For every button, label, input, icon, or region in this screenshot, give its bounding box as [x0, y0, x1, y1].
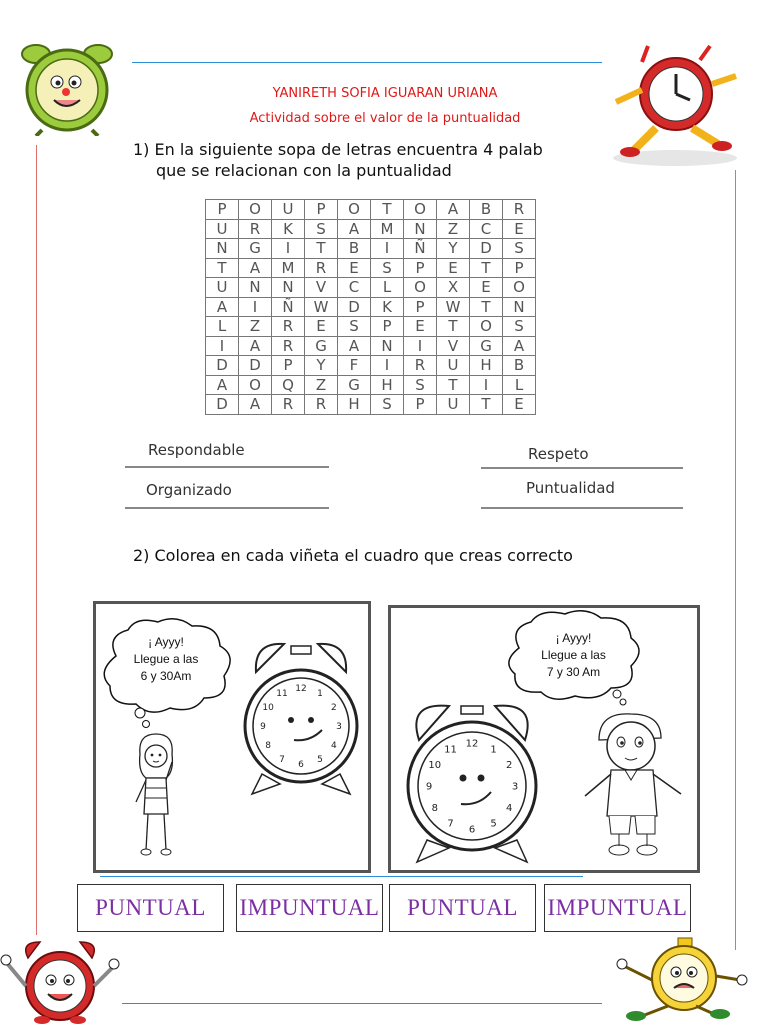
word-search-cell[interactable]: U	[272, 200, 305, 220]
word-search-cell[interactable]: P	[503, 258, 536, 278]
word-search-cell[interactable]: G	[470, 336, 503, 356]
question1-line2: que se relacionan con la puntualidad	[156, 161, 452, 180]
clock-number: 1	[490, 744, 497, 756]
word-search-cell[interactable]: T	[371, 200, 404, 220]
word-search-cell[interactable]: L	[371, 278, 404, 298]
word-search-cell[interactable]: R	[404, 356, 437, 376]
question1-line1: 1) En la siguiente sopa de letras encuentra 4 palab	[133, 140, 543, 159]
word-search-cell[interactable]: R	[272, 317, 305, 337]
word-search-cell[interactable]: N	[272, 278, 305, 298]
clock-number: 6	[298, 760, 304, 771]
word-search-cell[interactable]: P	[371, 317, 404, 337]
word-search-cell[interactable]: A	[206, 297, 239, 317]
word-search-cell[interactable]: G	[338, 375, 371, 395]
word-search-cell[interactable]: I	[371, 239, 404, 259]
word-search-cell[interactable]: M	[371, 219, 404, 239]
answer-impuntual-left[interactable]: IMPUNTUAL	[236, 884, 383, 932]
word-search-cell[interactable]: V	[305, 278, 338, 298]
word-search-cell[interactable]: Y	[437, 239, 470, 259]
word-search-cell[interactable]: R	[239, 219, 272, 239]
word-search-cell[interactable]: P	[206, 200, 239, 220]
clock-mascot-top-left-icon	[12, 40, 122, 136]
word-search-cell[interactable]: C	[338, 278, 371, 298]
word-search-cell[interactable]: N	[371, 336, 404, 356]
running-clock-bottom-right-icon	[610, 936, 755, 1022]
word-search-cell[interactable]: E	[338, 258, 371, 278]
clock-number: 2	[331, 703, 337, 714]
left-margin-line	[36, 145, 37, 935]
word-search-row	[206, 297, 536, 317]
word-search-cell[interactable]: N	[239, 278, 272, 298]
boy-figure-icon	[577, 710, 689, 860]
word-search-row	[206, 356, 536, 376]
answer-impuntual-right[interactable]: IMPUNTUAL	[544, 884, 691, 932]
word-search-table	[205, 199, 536, 415]
girl-figure-icon	[126, 732, 186, 860]
question2-text: 2) Colorea en cada viñeta el cuadro que creas correcto	[133, 546, 573, 565]
word-search-cell[interactable]: S	[371, 395, 404, 415]
clock-number: 12	[465, 738, 479, 750]
word-search-cell[interactable]: W	[305, 297, 338, 317]
word-search-cell[interactable]: E	[437, 258, 470, 278]
bottom-blue-line	[122, 1003, 602, 1004]
word-search-cell[interactable]: L	[503, 375, 536, 395]
clock-number: 7	[447, 818, 454, 830]
word-search-cell[interactable]: B	[470, 200, 503, 220]
word-search-cell[interactable]: E	[305, 317, 338, 337]
word-search-cell[interactable]: P	[305, 200, 338, 220]
word-search-cell[interactable]: T	[437, 317, 470, 337]
answer-line-2	[481, 467, 683, 469]
word-search-row	[206, 258, 536, 278]
answer-line-1	[125, 466, 329, 468]
word-search-cell[interactable]: Z	[437, 219, 470, 239]
word-search-cell[interactable]: A	[338, 336, 371, 356]
alarm-clock-right-icon	[397, 696, 547, 866]
word-search-cell[interactable]: M	[272, 258, 305, 278]
word-search-row	[206, 239, 536, 259]
word-search-cell[interactable]: E	[503, 395, 536, 415]
clock-number: 1	[317, 689, 323, 700]
word-search-cell[interactable]: T	[470, 297, 503, 317]
activity-title: Actividad sobre el valor de la puntualidad	[249, 111, 521, 126]
word-search-cell[interactable]: F	[338, 356, 371, 376]
word-search-cell[interactable]: I	[371, 356, 404, 376]
word-search-cell[interactable]: A	[437, 200, 470, 220]
word-search-cell[interactable]: B	[338, 239, 371, 259]
word-search-cell[interactable]: K	[272, 219, 305, 239]
word-search-cell[interactable]: A	[338, 219, 371, 239]
clock-number: 11	[444, 744, 457, 756]
bubble-right-line3: 7 y 30 Am	[546, 665, 601, 679]
bubble-right-line2: Llegue a las	[541, 648, 606, 662]
word-search-cell[interactable]: A	[206, 375, 239, 395]
clock-number: 3	[511, 781, 519, 793]
found-word-3: Organizado	[146, 481, 232, 499]
bubble-left-line2: Llegue a las	[133, 652, 199, 666]
clock-number: 10	[428, 760, 442, 771]
word-search-cell[interactable]: Z	[239, 317, 272, 337]
clock-number: 8	[431, 803, 438, 814]
word-search-cell[interactable]: R	[272, 395, 305, 415]
word-search-cell[interactable]: Z	[305, 375, 338, 395]
word-search-cell[interactable]: A	[239, 258, 272, 278]
word-search-cell[interactable]: D	[470, 239, 503, 259]
word-search-cell[interactable]: H	[470, 356, 503, 376]
word-search-cell[interactable]: L	[206, 317, 239, 337]
clock-number: 3	[336, 722, 342, 733]
word-search-cell[interactable]: P	[404, 297, 437, 317]
clock-number: 10	[262, 703, 274, 714]
word-search-row	[206, 317, 536, 337]
word-search-cell[interactable]: U	[437, 395, 470, 415]
word-search-cell[interactable]: T	[470, 395, 503, 415]
answers-top-line	[100, 876, 583, 877]
answer-puntual-right[interactable]: PUNTUAL	[389, 884, 536, 932]
word-search-cell[interactable]: S	[503, 239, 536, 259]
word-search-cell[interactable]: P	[272, 356, 305, 376]
bubble-left-line1: ¡ Ayyy!	[148, 635, 184, 649]
word-search-cell[interactable]: R	[305, 395, 338, 415]
clock-number: 9	[425, 781, 433, 793]
comic-panel-left	[93, 601, 371, 873]
word-search-cell[interactable]: D	[239, 356, 272, 376]
word-search-cell[interactable]: P	[404, 258, 437, 278]
word-search-cell[interactable]: S	[404, 375, 437, 395]
word-search-cell[interactable]: E	[404, 317, 437, 337]
word-search-cell[interactable]: O	[239, 200, 272, 220]
clock-mascot-bottom-left-icon	[0, 936, 120, 1024]
word-search-cell[interactable]: O	[404, 200, 437, 220]
alarm-clock-left-icon	[236, 634, 366, 796]
word-search-row	[206, 336, 536, 356]
word-search-cell[interactable]: Q	[272, 375, 305, 395]
word-search-cell[interactable]: S	[503, 317, 536, 337]
clock-number: 9	[260, 722, 266, 733]
bubble-right-line1: ¡ Ayyy!	[555, 631, 592, 645]
word-search-cell[interactable]: T	[206, 258, 239, 278]
clock-number: 4	[506, 803, 513, 814]
found-word-1: Respondable	[148, 441, 245, 459]
clock-number: 2	[506, 760, 513, 771]
word-search-cell[interactable]: H	[371, 375, 404, 395]
word-search-cell[interactable]: A	[239, 336, 272, 356]
word-search-cell[interactable]: O	[338, 200, 371, 220]
word-search-cell[interactable]: O	[503, 278, 536, 298]
answer-puntual-left[interactable]: PUNTUAL	[77, 884, 224, 932]
word-search-cell[interactable]: W	[437, 297, 470, 317]
word-search-cell[interactable]: N	[206, 239, 239, 259]
word-search-cell[interactable]: R	[503, 200, 536, 220]
word-search-cell[interactable]: I	[272, 239, 305, 259]
word-search-cell[interactable]: I	[206, 336, 239, 356]
word-search-cell[interactable]: A	[239, 395, 272, 415]
clock-number: 4	[331, 741, 337, 752]
word-search-cell[interactable]: O	[470, 317, 503, 337]
word-search-cell[interactable]: I	[404, 336, 437, 356]
bubble-right-text	[521, 630, 626, 681]
word-search-cell[interactable]: Ñ	[272, 297, 305, 317]
clock-number: 7	[279, 755, 285, 766]
word-search-row	[206, 395, 536, 415]
word-search-cell[interactable]: N	[404, 219, 437, 239]
bubble-left-line3: 6 y 30Am	[140, 669, 192, 683]
word-search-cell[interactable]: U	[437, 356, 470, 376]
word-search-cell[interactable]: O	[404, 278, 437, 298]
right-margin-line	[735, 170, 736, 950]
word-search-cell[interactable]: R	[305, 258, 338, 278]
comic-panel-right	[388, 605, 700, 873]
word-search-row	[206, 278, 536, 298]
clock-number: 6	[468, 824, 476, 836]
word-search-cell[interactable]: I	[239, 297, 272, 317]
word-search-cell[interactable]: U	[206, 278, 239, 298]
clock-number: 8	[265, 741, 271, 752]
word-search-cell[interactable]: P	[404, 395, 437, 415]
found-word-4: Puntualidad	[526, 479, 615, 497]
word-search-cell[interactable]: Ñ	[404, 239, 437, 259]
word-search-cell[interactable]: S	[338, 317, 371, 337]
word-search-cell[interactable]: V	[437, 336, 470, 356]
word-search-cell[interactable]: H	[338, 395, 371, 415]
word-search-row	[206, 219, 536, 239]
word-search-cell[interactable]: Y	[305, 356, 338, 376]
word-search-cell[interactable]: D	[338, 297, 371, 317]
word-search-cell[interactable]: T	[470, 258, 503, 278]
running-clock-top-right-icon	[600, 40, 750, 168]
word-search-cell[interactable]: K	[371, 297, 404, 317]
word-search-cell[interactable]: N	[503, 297, 536, 317]
word-search-cell[interactable]: R	[272, 336, 305, 356]
word-search-cell[interactable]: C	[470, 219, 503, 239]
word-search-row	[206, 200, 536, 220]
word-search-cell[interactable]: D	[206, 395, 239, 415]
word-search-cell[interactable]: G	[305, 336, 338, 356]
student-name: YANIRETH SOFIA IGUARAN URIANA	[272, 86, 498, 101]
clock-number: 5	[317, 755, 323, 766]
word-search-grid	[205, 199, 536, 415]
word-search-cell[interactable]: B	[503, 356, 536, 376]
word-search-cell[interactable]: I	[470, 375, 503, 395]
word-search-cell[interactable]: X	[437, 278, 470, 298]
clock-number: 11	[276, 689, 288, 700]
clock-number: 12	[295, 684, 307, 695]
word-search-cell[interactable]: E	[470, 278, 503, 298]
word-search-cell[interactable]: S	[371, 258, 404, 278]
answer-line-3	[125, 507, 329, 509]
word-search-cell[interactable]: D	[206, 356, 239, 376]
bubble-left-text	[116, 634, 216, 685]
word-search-cell[interactable]: E	[503, 219, 536, 239]
found-word-2: Respeto	[528, 445, 589, 463]
top-blue-line	[132, 62, 602, 63]
word-search-row	[206, 375, 536, 395]
answer-line-4	[481, 507, 683, 509]
clock-number: 5	[490, 818, 497, 830]
word-search-cell[interactable]: G	[239, 239, 272, 259]
word-search-cell[interactable]: S	[305, 219, 338, 239]
word-search-cell[interactable]: T	[437, 375, 470, 395]
word-search-cell[interactable]: U	[206, 219, 239, 239]
word-search-cell[interactable]: T	[305, 239, 338, 259]
word-search-cell[interactable]: A	[503, 336, 536, 356]
word-search-cell[interactable]: O	[239, 375, 272, 395]
